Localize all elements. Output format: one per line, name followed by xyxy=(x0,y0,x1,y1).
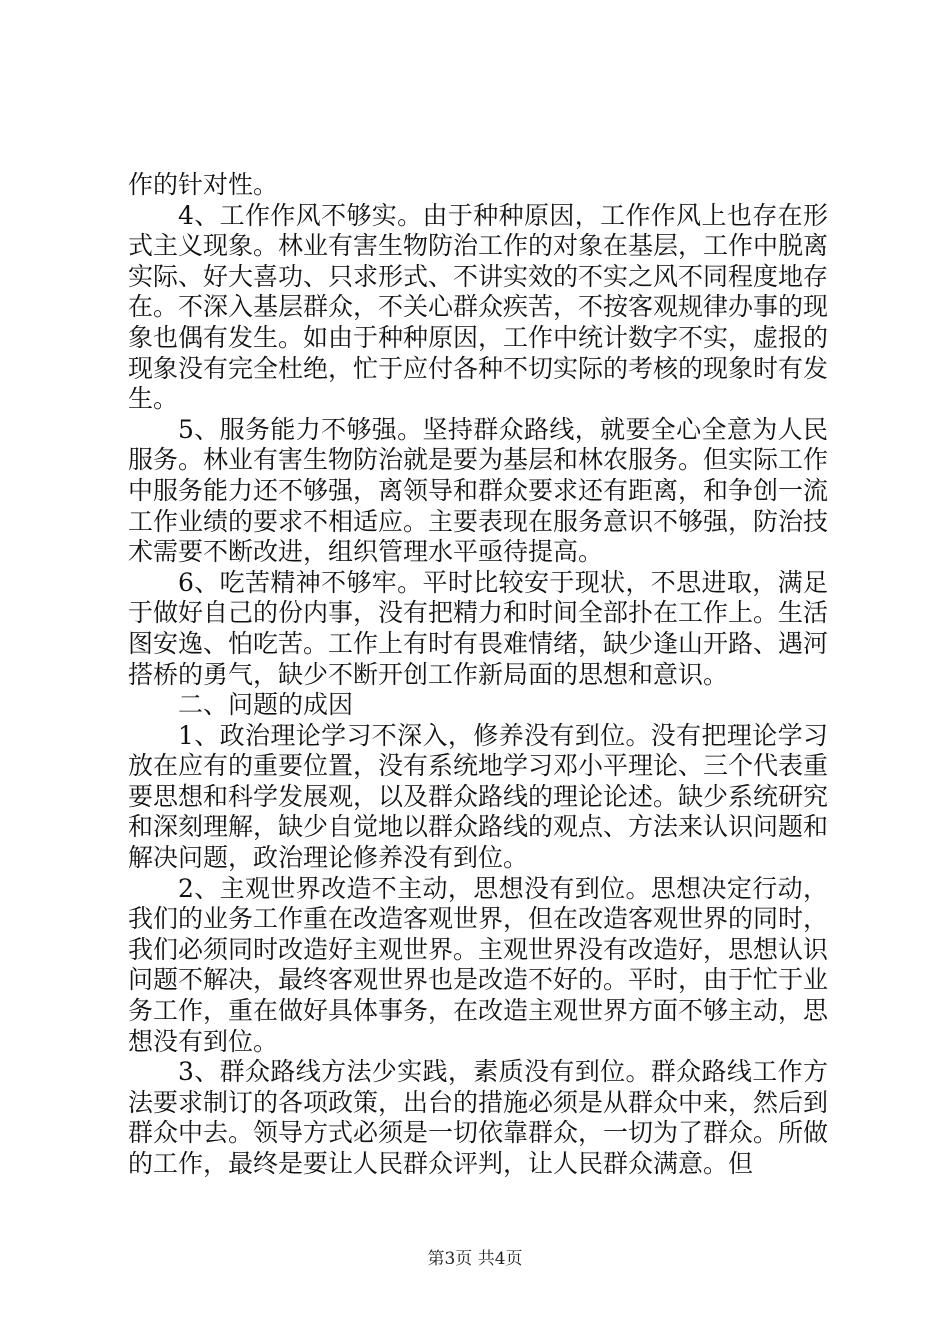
paragraph-cause-2: 2、主观世界改造不主动，思想没有到位。思想决定行动，我们的业务工作重在改造客观世界，但在改造客观世界的同时，我们必须同时改造好主观世界。主观世界没有改造好，思想认识问题不解决，最终客观世界也是改造不好的。平时，由于忙于业务工作，重在做好具体事务，在改造主观世界方面不够主动，思想没有到位。 xyxy=(128,873,829,1056)
paragraph-item-6: 6、吃苦精神不够牢。平时比较安于现状，不思进取，满足于做好自己的份内事，没有把精力和时间全部扑在工作上。生活图安逸、怕吃苦。工作上有时有畏难情绪，缺少逢山开路、遇河搭桥的勇气，缺少不断开创工作新局面的思想和意识。 xyxy=(128,567,829,689)
body-text xyxy=(128,170,828,1180)
page-number-footer: 第3页 共4页 xyxy=(427,1249,523,1269)
paragraph-cause-3: 3、群众路线方法少实践，素质没有到位。群众路线工作方法要求制订的各项政策，出台的措施必须是从群众中来，然后到群众中去。领导方式必须是一切依靠群众，一切为了群众。所做的工作，最终是要让人民群众评判，让人民群众满意。但 xyxy=(128,1057,829,1178)
paragraph-continuation: 作的针对性。 xyxy=(128,170,279,199)
section-heading: 二、问题的成因 xyxy=(178,690,354,720)
paragraph-item-4: 4、工作作风不够实。由于种种原因，工作作风上也存在形式主义现象。林业有害生物防治工作的对象在基层，工作中脱离实际、好大喜功、只求形式、不讲实效的不实之风不同程度地存在。不深入基层群众，不关心群众疾苦，不按客观规律办事的现象也偶有发生。如由于种种原因，工作中统计数字不实，虚报的现象没有完全杜绝，忙于应付各种不切实际的考核的现象时有发生。 xyxy=(128,200,829,414)
paragraph-cause-1: 1、政治理论学习不深入，修养没有到位。没有把理论学习放在应有的重要位置，没有系统地学习邓小平理论、三个代表重要思想和科学发展观，以及群众路线的理论论述。缺少系统研究和深刻理解，缺少自觉地以群众路线的观点、方法来认识问题和解决问题，政治理论修养没有到位。 xyxy=(128,720,829,873)
paragraph-item-5: 5、服务能力不够强。坚持群众路线，就要全心全意为人民服务。林业有害生物防治就是要为基层和林农服务。但实际工作中服务能力还不够强，离领导和群众要求还有距离，和争创一流工作业绩的要求不相适应。主要表现在服务意识不够强，防治技术需要不断改进，组织管理水平亟待提高。 xyxy=(128,414,829,567)
